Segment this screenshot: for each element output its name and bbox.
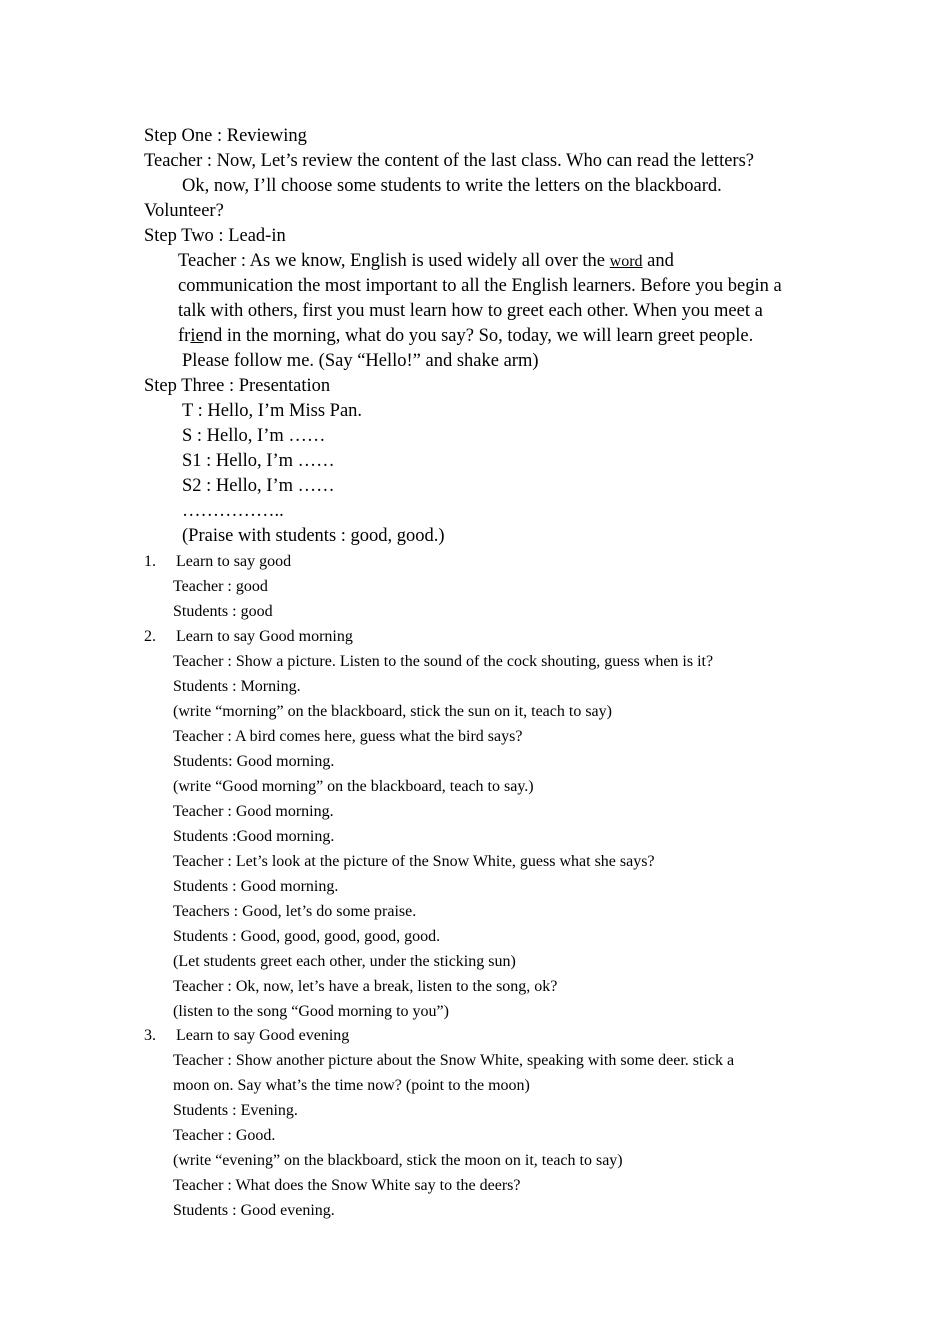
list-item: Teacher : What does the Snow White say to the deers?	[173, 1177, 521, 1194]
friend-text-c: nd in the morning, what do you say? So, today, we will learn greet people.	[203, 326, 754, 346]
lead-in-text-c: and	[642, 251, 674, 271]
follow-me-line: Please follow me. (Say “Hello!” and shake arm)	[182, 351, 539, 371]
step-two-heading: Step Two : Lead-in	[144, 226, 286, 246]
dialogue-line-s1: S1 : Hello, I’m ……	[182, 451, 335, 471]
list-item: Teacher : A bird comes here, guess what the bird says?	[173, 728, 523, 745]
lead-in-text-a: Teacher : As we know, English is used widely all over the	[178, 251, 610, 271]
lead-in-paragraph-line-1	[178, 249, 674, 274]
friend-text-a: fr	[178, 326, 191, 346]
list-item: Students: Good morning.	[173, 753, 335, 770]
list-item: (listen to the song “Good morning to you”)	[173, 1003, 449, 1020]
step-three-heading: Step Three : Presentation	[144, 376, 331, 396]
list-item: Students : Good morning.	[173, 878, 339, 895]
list-item: Teacher : Ok, now, let’s have a break, listen to the song, ok?	[173, 978, 558, 995]
list-item: Teacher : Let’s look at the picture of the Snow White, guess what she says?	[173, 853, 655, 870]
list-item: moon on. Say what’s the time now? (point to the moon)	[173, 1077, 530, 1094]
list-item: Teacher : Show another picture about the Snow White, speaking with some deer. stick a	[173, 1052, 735, 1069]
item-2-title: Learn to say Good morning	[176, 628, 353, 645]
list-item: Students : Morning.	[173, 678, 301, 695]
choose-students-line: Ok, now, I’ll choose some students to write the letters on the blackboard.	[182, 176, 722, 196]
volunteer-line: Volunteer?	[144, 201, 224, 221]
lead-in-paragraph-line-4	[178, 324, 753, 349]
list-item: Students : good	[173, 603, 273, 620]
item-2-number: 2.	[144, 628, 156, 645]
item-1-title: Learn to say good	[176, 553, 292, 570]
item-3-number: 3.	[144, 1027, 156, 1044]
list-item: Teacher : Good morning.	[173, 803, 334, 820]
underlined-word: word	[609, 253, 643, 270]
dialogue-ellipsis: ……………..	[182, 501, 284, 521]
list-item: (write “morning” on the blackboard, stick the sun on it, teach to say)	[173, 703, 612, 720]
list-item: Teacher : good	[173, 578, 268, 595]
lead-in-paragraph-line-2: communication the most important to all the English learners. Before you begin a	[178, 276, 782, 296]
list-item: Teacher : Good.	[173, 1127, 276, 1144]
list-item: Students : Evening.	[173, 1102, 298, 1119]
list-item: Students : Good evening.	[173, 1202, 335, 1219]
friend-underlined: ie	[190, 326, 204, 346]
list-item: Students :Good morning.	[173, 828, 335, 845]
dialogue-line-s: S : Hello, I’m ……	[182, 426, 326, 446]
list-item: Teacher : Show a picture. Listen to the sound of the cock shouting, guess when is it?	[173, 653, 714, 670]
step-one-heading: Step One : Reviewing	[144, 126, 307, 146]
item-3-title: Learn to say Good evening	[176, 1027, 350, 1044]
list-item: (Let students greet each other, under the sticking sun)	[173, 953, 516, 970]
list-item: (write “evening” on the blackboard, stick the moon on it, teach to say)	[173, 1152, 623, 1169]
list-item: Teachers : Good, let’s do some praise.	[173, 903, 417, 920]
praise-line: (Praise with students : good, good.)	[182, 526, 445, 546]
dialogue-line-t: T : Hello, I’m Miss Pan.	[182, 401, 363, 421]
teacher-review-line: Teacher : Now, Let’s review the content of the last class. Who can read the letters?	[144, 151, 754, 171]
list-item: (write “Good morning” on the blackboard, teach to say.)	[173, 778, 534, 795]
dialogue-line-s2: S2 : Hello, I’m ……	[182, 476, 335, 496]
list-item: Students : Good, good, good, good, good.	[173, 928, 441, 945]
lead-in-paragraph-line-3: talk with others, first you must learn how to greet each other. When you meet a	[178, 301, 763, 321]
item-1-number: 1.	[144, 553, 156, 570]
